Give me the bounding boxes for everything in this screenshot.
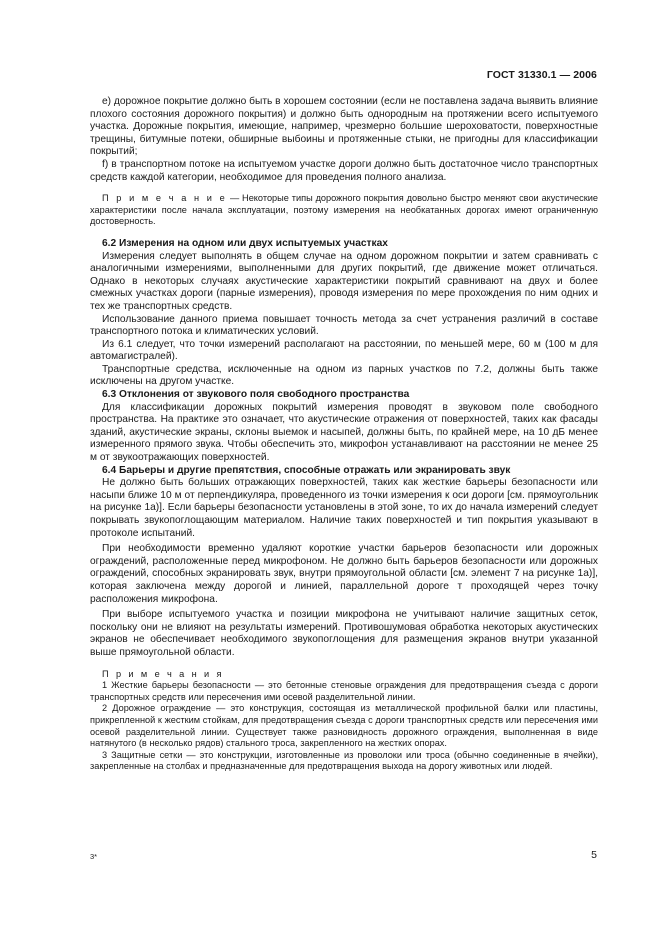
section-6-2-heading: 6.2 Измерения на одном или двух испытуемых участках bbox=[102, 237, 388, 249]
page-body bbox=[90, 96, 598, 773]
note-item-1: 1 Жесткие барьеры безопасности — это бетонные стеновые ограждения для предотвращения съезда с дороги транспортных средств или пересечения ими осевой разделительной линии. bbox=[90, 680, 598, 702]
section-6-4-heading: 6.4 Барьеры и другие препятствия, способные отражать или экранировать звук bbox=[102, 464, 511, 476]
signature-mark: 3* bbox=[90, 852, 98, 861]
section-6-3-heading: 6.3 Отклонения от звукового поля свободного пространства bbox=[102, 389, 410, 401]
section-6-4-paragraph: Не должно быть больших отражающих поверхностей, таких как жесткие барьеры безопасности или насыпи ближе 10 м от перпендикуляра, проведенного из точки измерения к оси дороги [см. прямоугольник на рисунке 1а)]. Если барьеры безопасности установлены в этой зоне, то их до начала измерений следует покрывать звукопоглощающим материалом. Наличие таких поверхностей и тип покрытия указывают в протоколе испытаний. bbox=[90, 477, 598, 539]
notes-label: П р и м е ч а н и я bbox=[102, 668, 224, 679]
section-6-3-paragraph: Для классификации дорожных покрытий измерения проводят в звуковом поле свободного пространства. На практике это означает, что акустические отражения от поверхностей, таких как фасады зданий, акустические экраны, склоны выемок и насыпей, должны быть, по крайней мере, на 10 дБ менее измеренного прямого звука. Чтобы обеспечить это, микрофон устанавливают на расстоянии не менее 25 м от звукоотражающих поверхностей. bbox=[90, 401, 598, 464]
section-6-2-paragraph: Использование данного приема повышает точность метода за счет устранения различий в составе транспортного потока и климатических условий. bbox=[90, 313, 598, 338]
section-6-2-paragraph: Из 6.1 следует, что точки измерений располагают на расстоянии, по меньшей мере, 60 м (100 м для автомагистралей). bbox=[90, 338, 598, 363]
section-6-2-paragraph: Измерения следует выполнять в общем случае на одном дорожном покрытии и затем сравнивать с аналогичными измерениями, выполненными для других покрытий, где движение может отличаться. Однако в некоторых случаях акустические характеристики покрытий сравнивают на двух и более смежных участках дороги (парные измерения), проводя измерения по мере прохождения по ним одних и тех же транспортных средств. bbox=[90, 250, 598, 312]
note-1-text: — Некоторые типы дорожного покрытия довольно быстро меняют свои акустические характеристики после начала эксплуатации, поэтому измерения на необкатанных дорогах имеют ограниченную достоверность. bbox=[90, 193, 598, 227]
note-1-label: П р и м е ч а н и е bbox=[102, 193, 228, 204]
section-6-2-paragraph: Транспортные средства, исключенные на одном из парных участков по 7.2, должны быть также исключены на другом участке. bbox=[90, 363, 598, 388]
section-6-4-paragraph: При необходимости временно удаляют короткие участки барьеров безопасности или дорожных ограждений, расположенные перед микрофоном. Не должно быть барьеров безопасности или дорожных ограждений, способных экранировать звук, внутри прямоугольной области [см. элемент 7 на рисунке 1а)], которая заключена между дорогой и линией, параллельной дороге т проходящей через точку расположения микрофона. bbox=[90, 543, 598, 605]
page-number: 5 bbox=[591, 849, 597, 861]
list-item-f: f) в транспортном потоке на испытуемом участке дороги должно быть достаточное число транспортных средств каждой категории, необходимое для проведения полного анализа. bbox=[90, 158, 598, 183]
note-1 bbox=[90, 193, 598, 228]
list-item-e: е) дорожное покрытие должно быть в хорошем состоянии (если не поставлена задача выявить влияние плохого состояния дорожного покрытия) и должно быть однородным на протяжении всего испытуемого участка. Дорожные покрытия, имеющие, например, чрезмерно большие шероховатости, поверхностные трещины, битумные потеки, обширные выбоины и протяженные стыки, не пригодны для классификации покрытий; bbox=[90, 96, 598, 158]
section-6-4-paragraph: При выборе испытуемого участка и позиции микрофона не учитывают наличие защитных сеток, поскольку они не влияют на результаты измерений. Противошумовая обработка некоторых акустических экранов не обеспечивает необходимого звукопоглощения для размещения экранов внутри указанной выше прямоугольной области. bbox=[90, 609, 598, 658]
note-item-3: 3 Защитные сетки — это конструкции, изготовленные из проволоки или троса (обычно соединенные в ячейки), закрепленные на столбах и предназначенные для предотвращения выхода на дорогу животных или людей. bbox=[90, 749, 598, 772]
running-header: ГОСТ 31330.1 — 2006 bbox=[486, 69, 597, 81]
note-item-2: 2 Дорожное ограждение — это конструкция, состоящая из металлической профильной балки или пластины, прикрепленной к жестким стойкам, для предотвращения съезда с дороги транспортных средств или пересечения ими осевой разделительной линии. Существует также разновидность дорожного ограждения, выполненная в виде натянутого (в несколько рядов) стального троса, закрепленного на жестких опорах. bbox=[90, 703, 598, 749]
